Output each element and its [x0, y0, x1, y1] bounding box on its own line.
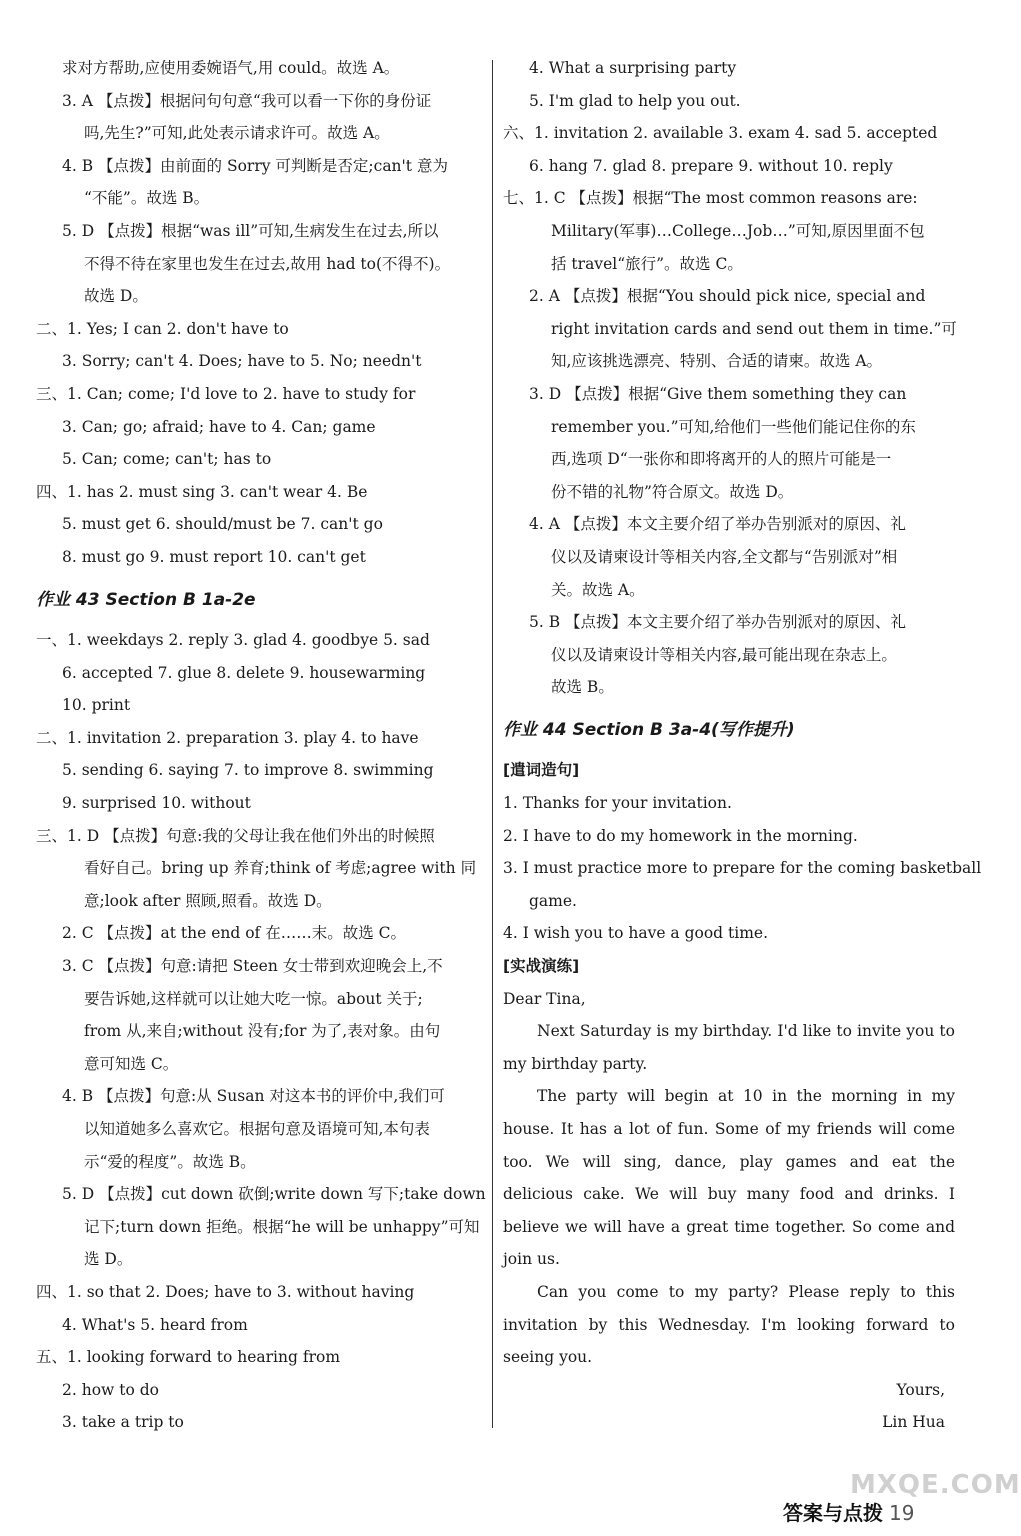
answer-line: right invitation cards and send out them in time.”可	[551, 319, 957, 338]
answer-line: 关。故选 A。	[551, 580, 645, 599]
answer-line: 四、1. has 2. must sing 3. can't wear 4. Be	[36, 482, 368, 501]
right-column	[503, 52, 982, 1439]
answer-line: remember you.”可知,给他们一些他们能记住你的东	[551, 417, 916, 436]
letter-paragraph-2: The party will begin at 10 in the morning in my house. It has a lot of fun. Some of my friends will come too. We will sing, dance, play games and eat the delicious cake. We will buy many food and drinks. I believe we will have a great time together. So come and join us.	[503, 1087, 955, 1269]
answer-line: 吗,先生?”可知,此处表示请求许可。故选 A。	[84, 124, 390, 143]
answer-line: 意可知选 C。	[84, 1054, 179, 1073]
sentence-answers	[503, 787, 982, 950]
answer-line: 4. I wish you to have a good time.	[503, 924, 769, 943]
answer-line: 一、1. weekdays 2. reply 3. glad 4. goodbye 5. sad	[36, 631, 430, 650]
answer-line: 选 D。	[84, 1250, 133, 1269]
answer-line: 2. A 【点拨】根据“You should pick nice, special and	[529, 287, 926, 306]
right-top-answers	[503, 52, 955, 704]
answer-line: 记下;turn down 拒绝。根据“he will be unhappy”可知	[84, 1217, 480, 1236]
answer-line: 3. Sorry; can't 4. Does; have to 5. No; needn't	[62, 352, 422, 371]
answer-line: 3. C 【点拨】句意:请把 Steen 女士带到欢迎晚会上,不	[62, 957, 443, 976]
answer-line: 4. What's 5. heard from	[62, 1315, 248, 1334]
answer-line: game.	[529, 891, 577, 910]
answer-line: 示“爱的程度”。故选 B。	[84, 1152, 256, 1171]
answer-line: 5. Can; come; can't; has to	[62, 450, 272, 469]
answer-line: 4. What a surprising party	[529, 59, 737, 77]
answer-line: 2. how to do	[62, 1380, 159, 1399]
answer-line: 求对方帮助,应使用委婉语气,用 could。故选 A。	[62, 59, 400, 77]
letter-greeting: Dear Tina,	[503, 989, 586, 1008]
answer-line: 六、1. invitation 2. available 3. exam 4. sad 5. accepted	[503, 124, 938, 143]
answer-line: 以知道她多么喜欢它。根据句意及语境可知,本句表	[84, 1120, 430, 1138]
footer-label: 答案与点拨	[783, 1501, 883, 1525]
answer-line: 份不错的礼物”符合原文。故选 D。	[551, 482, 794, 501]
answer-line: 括 travel“旅行”。故选 C。	[551, 254, 743, 273]
section-heading-44: 作业 44 Section B 3a-4(写作提升)	[503, 719, 795, 740]
answer-line: 故选 D。	[84, 287, 148, 306]
answer-line: 3. A 【点拨】根据问句句意“我可以看一下你的身份证	[62, 91, 432, 110]
answer-line: 看好自己。bring up 养育;think of 考虑;agree with 同	[84, 859, 477, 878]
answer-line: 4. A 【点拨】本文主要介绍了举办告别派对的原因、礼	[529, 515, 906, 534]
answer-line: 不得不待在家里也发生在过去,故用 had to(不得不)。	[84, 254, 451, 273]
answer-line: 5. sending 6. saying 7. to improve 8. swimming	[62, 761, 434, 780]
letter-closing: Yours,	[896, 1380, 945, 1399]
answer-line: “不能”。故选 B。	[84, 189, 210, 208]
answer-line: 3. I must practice more to prepare for the coming basketball	[503, 859, 982, 878]
answer-line: 5. D 【点拨】cut down 砍倒;write down 写下;take down	[62, 1185, 486, 1204]
left-column	[36, 52, 486, 1439]
label-word-building: [遣词造句]	[503, 761, 580, 780]
answer-line: 要告诉她,这样就可以让她大吃一惊。about 关于;	[84, 989, 423, 1008]
answer-line: 二、1. Yes; I can 2. don't have to	[36, 319, 289, 338]
answer-line: 故选 B。	[551, 678, 614, 697]
answer-line: 3. Can; go; afraid; have to 4. Can; game	[62, 417, 376, 436]
answer-line: 仪以及请柬设计等相关内容,全文都与“告别派对”相	[551, 547, 898, 566]
answer-line: 4. B 【点拨】由前面的 Sorry 可判断是否定;can't 意为	[62, 156, 448, 175]
answer-line: 七、1. C 【点拨】根据“The most common reasons are:	[503, 189, 918, 208]
answer-line: 10. print	[62, 696, 131, 715]
answer-line: 5. I'm glad to help you out.	[529, 91, 741, 110]
section-heading-43: 作业 43 Section B 1a-2e	[36, 589, 256, 610]
answer-line: 五、1. looking forward to hearing from	[36, 1348, 341, 1367]
left-top-answers	[36, 52, 486, 574]
letter-paragraph-3: Can you come to my party? Please reply to this invitation by this Wednesday. I'm looking forward to seeing you.	[503, 1282, 955, 1367]
answer-line: 8. must go 9. must report 10. can't get	[62, 547, 366, 566]
answer-line: 5. must get 6. should/must be 7. can't go	[62, 515, 383, 534]
answer-line: 9. surprised 10. without	[62, 794, 251, 813]
left-bottom-answers	[36, 624, 486, 1439]
answer-line: 三、1. D 【点拨】句意:我的父母让我在他们外出的时候照	[36, 826, 435, 845]
answer-line: 二、1. invitation 2. preparation 3. play 4. to have	[36, 728, 419, 747]
answer-line: 四、1. so that 2. Does; have to 3. without having	[36, 1282, 415, 1301]
watermark: MXQE.COM	[850, 1470, 1021, 1500]
answer-line: 意;look after 照顾,照看。故选 D。	[84, 891, 332, 910]
answer-line: Military(军事)…College…Job…”可知,原因里面不包	[551, 221, 925, 240]
page-number: 19	[889, 1501, 915, 1525]
answer-line: 仪以及请柬设计等相关内容,最可能出现在杂志上。	[551, 645, 897, 664]
answer-line: 2. C 【点拨】at the end of 在……末。故选 C。	[62, 924, 406, 943]
answer-line: 5. B 【点拨】本文主要介绍了举办告别派对的原因、礼	[529, 613, 907, 632]
answer-line: 3. take a trip to	[62, 1413, 184, 1432]
sample-letter	[503, 983, 955, 1439]
answer-line: from 从,来自;without 没有;for 为了,表对象。由句	[84, 1022, 441, 1041]
label-practice: [实战演练]	[503, 957, 580, 976]
answer-line: 5. D 【点拨】根据“was ill”可知,生病发生在过去,所以	[62, 221, 439, 240]
answer-line: 6. accepted 7. glue 8. delete 9. housewarming	[62, 663, 426, 682]
answer-line: 知,应该挑选漂亮、特别、合适的请柬。故选 A。	[551, 352, 883, 371]
answer-line: 3. D 【点拨】根据“Give them something they can	[529, 384, 907, 403]
answer-line: 6. hang 7. glad 8. prepare 9. without 10. reply	[529, 156, 893, 175]
answer-line: 三、1. Can; come; I'd love to 2. have to study for	[36, 384, 416, 403]
column-divider	[492, 60, 493, 1428]
letter-signature: Lin Hua	[882, 1413, 945, 1432]
answer-line: 1. Thanks for your invitation.	[503, 794, 732, 813]
answer-line: 西,选项 D“一张你和即将离开的人的照片可能是一	[551, 450, 892, 469]
letter-paragraph-1: Next Saturday is my birthday. I'd like to invite you to my birthday party.	[503, 1022, 955, 1073]
answer-line: 4. B 【点拨】句意:从 Susan 对这本书的评价中,我们可	[62, 1087, 445, 1106]
answer-line: 2. I have to do my homework in the morning.	[503, 826, 858, 845]
